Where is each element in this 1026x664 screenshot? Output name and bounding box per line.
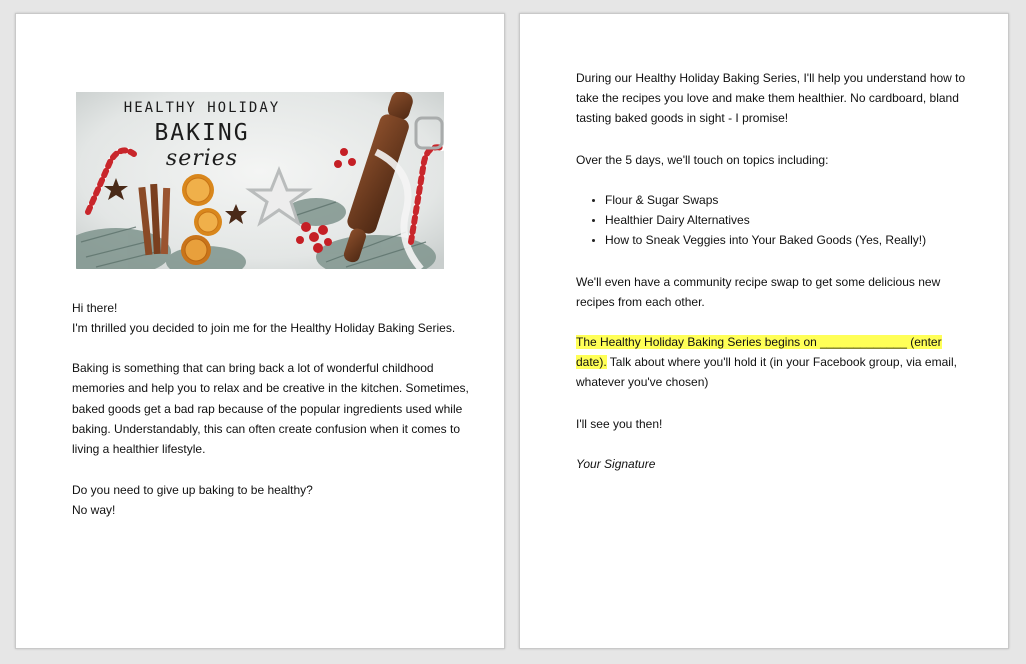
paragraph-line: tasting baked goods in sight - I promise!	[576, 111, 789, 125]
greeting-line: Hi there!	[72, 301, 118, 315]
list-item: Healthier Dairy Alternatives	[605, 210, 926, 230]
hero-title-line2: BAKING	[154, 120, 250, 146]
hero-illustration	[76, 92, 444, 269]
answer-line: No way!	[72, 503, 116, 517]
paragraph-line: living a healthier lifestyle.	[72, 442, 206, 457]
signature	[576, 454, 655, 474]
topics-intro	[576, 150, 828, 170]
baking-paragraph	[72, 358, 469, 459]
paragraph-line: baked goods get a bad rap because of the popular ingredients used while	[72, 401, 463, 416]
list-item: Flour & Sugar Swaps	[605, 190, 926, 210]
closing-line	[576, 414, 662, 434]
question-line: Do you need to give up baking to be healthy?	[72, 483, 313, 497]
paragraph-line: We'll even have a community recipe swap to get some delicious new	[576, 275, 941, 289]
hero-title-line1: HEALTHY HOLIDAY	[123, 100, 281, 116]
hero-image	[76, 92, 444, 269]
question-paragraph	[72, 480, 313, 520]
page-2	[519, 13, 1009, 649]
signature-text: Your Signature	[576, 457, 656, 471]
paragraph-line: recipes from each other.	[576, 295, 705, 309]
topics-list	[576, 190, 926, 250]
list-item: How to Sneak Veggies into Your Baked Goods (Yes, Really!)	[605, 230, 926, 250]
paragraph-line: memories and help you to relax and be creative in the kitchen. Sometimes,	[72, 381, 469, 396]
page-1	[15, 13, 505, 649]
see-you-text: I'll see you then!	[576, 417, 663, 431]
topics-list-block	[576, 190, 926, 250]
highlighted-start-date: The Healthy Holiday Baking Series begins on _____________ (enter	[576, 335, 942, 349]
hero-title-line3: series	[165, 146, 239, 171]
greeting-line: I'm thrilled you decided to join me for the Healthy Holiday Baking Series.	[72, 321, 456, 335]
location-note: Talk about where you'll hold it (in your Facebook group, via email,	[606, 355, 957, 369]
recipe-swap-paragraph	[576, 272, 940, 312]
highlighted-start-date-cont: date).	[576, 355, 607, 369]
paragraph-line: take the recipes you love and make them healthier. No cardboard, bland	[576, 91, 959, 105]
topics-intro-line: Over the 5 days, we'll touch on topics including:	[576, 153, 829, 167]
paragraph-line: baking. Understandably, this can often create confusion when it comes to	[72, 421, 461, 436]
intro-paragraph	[576, 68, 965, 128]
location-note-cont: whatever you've chosen)	[576, 375, 709, 389]
greeting-paragraph	[72, 298, 455, 338]
paragraph-line: During our Healthy Holiday Baking Series, I'll help you understand how to	[576, 71, 966, 85]
paragraph-line: Baking is something that can bring back a lot of wonderful childhood	[72, 361, 434, 375]
start-date-paragraph	[576, 332, 957, 392]
